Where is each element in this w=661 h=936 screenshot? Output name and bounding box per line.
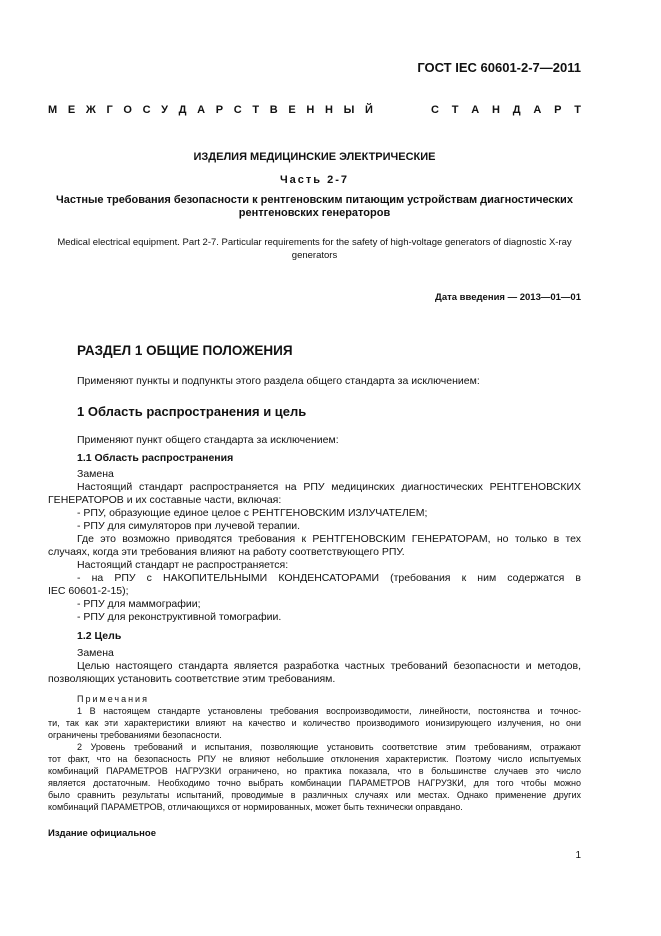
interstate-standard-banner (48, 104, 581, 116)
english-title: Medical electrical equipment. Part 2-7. Particular requirements for the safety of high-voltage generators of diagnostic X-ray generators (57, 237, 572, 261)
clause-1-intro: Применяют пункт общего стандарта за исключением: (77, 434, 339, 446)
text-line: Замена (77, 647, 114, 659)
note-line: комбинаций ПАРАМЕТРОВ, отличающихся от нормированных, может быть технически оправдано. (48, 802, 463, 812)
text-line: - РПУ для симуляторов при лучевой терапии. (77, 520, 301, 532)
text-line: Замена (77, 468, 114, 480)
clause-1-heading: 1 Область распространения и цель (77, 404, 307, 419)
document-subtitle: Частные требования безопасности к рентгеновским питающим устройствам диагностических рентгеновских генераторов (56, 194, 573, 219)
document-part: Часть 2-7 (279, 174, 350, 186)
note-line: ти, так как эти характеристики влияют на качество и количество производимого ионизирующего излучения, но они (48, 718, 581, 728)
note-line: было сравнить результаты испытаний, проводимые в различных случаях или местах. Однако применение других (48, 790, 581, 800)
text-line: ГЕНЕРАТОРОВ и их составные части, включая: (48, 494, 282, 506)
text-line: случаях, когда эти требования влияют на работу соответствующего РПУ. (48, 546, 405, 558)
text-line: Настоящий стандарт не распространяется: (77, 559, 289, 571)
note-line: ограничены требованиями безопасности. (48, 730, 222, 740)
text-line: - РПУ для реконструктивной томографии. (77, 611, 282, 623)
page-number: 1 (575, 850, 581, 861)
text-line: позволяющих установить соответствие этим требованиям. (48, 673, 336, 685)
official-edition-label: Издание официальное (48, 828, 156, 839)
note-line: тот факт, что на безопасность РПУ не влияют небольшие отклонения характеристик. Поэтому число испытуемых (48, 754, 581, 764)
banner-word-standard: С Т А Н Д А Р Т (431, 104, 581, 116)
notes-block (48, 693, 581, 813)
standard-code: ГОСТ IEC 60601-2-7—2011 (417, 60, 581, 75)
clause-1-2-heading: 1.2 Цель (77, 630, 122, 642)
note-line: является достаточным. Необходимо точно выбрать комбинации ПАРАМЕТРОВ НАГРУЗКИ, для того чтобы можно (48, 778, 581, 788)
text-line: Целью настоящего стандарта является разработка частных требований безопасности и методов, (77, 660, 581, 672)
introduction-date: Дата введения — 2013—01—01 (435, 292, 581, 303)
banner-word-interstate: М Е Ж Г О С У Д А Р С Т В Е Н Н Ы Й (48, 104, 373, 116)
clause-1-1-heading: 1.1 Область распространения (77, 452, 234, 464)
text-line: IEC 60601-2-15); (48, 585, 129, 597)
section-1-intro: Применяют пункты и подпункты этого раздела общего стандарта за исключением: (77, 375, 480, 387)
text-line: Где это возможно приводятся требования к РЕНТГЕНОВСКИМ ГЕНЕРАТОРАМ, но только в тех (77, 533, 581, 545)
text-line: - на РПУ с НАКОПИТЕЛЬНЫМИ КОНДЕНСАТОРАМИ (требования к ним содержатся в (77, 572, 581, 584)
note-line: 2 Уровень требований и испытания, позволяющие установить соответствие этим требованиям, отражают (77, 742, 581, 752)
clause-1-1-body (48, 468, 581, 624)
document-title: ИЗДЕЛИЯ МЕДИЦИНСКИЕ ЭЛЕКТРИЧЕСКИЕ (193, 151, 436, 163)
text-line: - РПУ для маммографии; (77, 598, 201, 610)
clause-1-2-body (48, 647, 581, 686)
notes-label: Примечания (77, 694, 149, 704)
section-1-heading: РАЗДЕЛ 1 ОБЩИЕ ПОЛОЖЕНИЯ (77, 343, 293, 358)
text-line: Настоящий стандарт распространяется на РПУ медицинских диагностических РЕНТГЕНОВСКИХ (77, 481, 581, 493)
note-line: 1 В настоящем стандарте установлены требования воспроизводимости, линейности, постоянства и точнос- (77, 706, 581, 716)
text-line: - РПУ, образующие единое целое с РЕНТГЕНОВСКИМ ИЗЛУЧАТЕЛЕМ; (77, 507, 428, 519)
note-line: комбинаций ПАРАМЕТРОВ НАГРУЗКИ ограничено, но практика показала, что в большинстве случаев это число (48, 766, 581, 776)
